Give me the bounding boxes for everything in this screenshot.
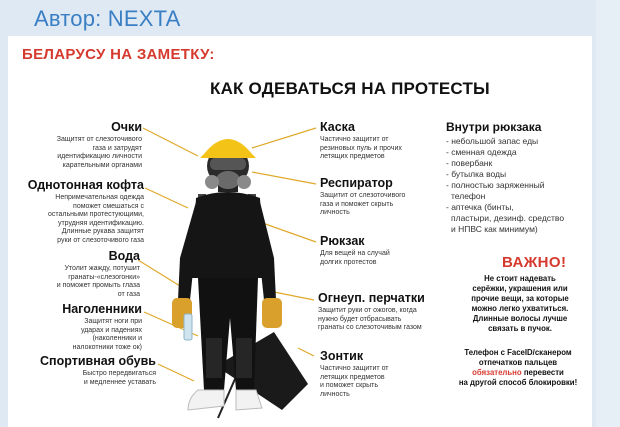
- important-line: Не стоит надевать: [484, 274, 556, 283]
- important-line: Длинные волосы лучше: [472, 314, 568, 323]
- backpack-item: - полностью заряженный: [446, 180, 545, 190]
- item-glasses-desc-2: газа и затрудят: [92, 144, 142, 152]
- important-line: серёжки, украшения или: [472, 284, 568, 293]
- backpack-item: - небольшой запас еды: [446, 136, 539, 146]
- item-backpack-desc-2: долгих протестов: [320, 258, 377, 266]
- headline: БЕЛАРУСУ НА ЗАМЕТКУ:: [22, 46, 215, 63]
- phone-line-4: на другой способ блокировки!: [458, 378, 578, 387]
- item-gloves-title: Огнеуп. перчатки: [318, 291, 425, 305]
- item-respirator: [320, 176, 424, 218]
- important-text: [456, 274, 584, 334]
- item-glasses-desc-3: идентификацию личности: [57, 153, 142, 161]
- phone-line-3: [448, 368, 588, 378]
- item-gloves-desc-3: гранаты со слезоточивым газом: [318, 324, 422, 332]
- item-shin-guards-desc-2: ударах и падениях: [80, 326, 142, 334]
- item-respirator-desc-2: газа и поможет скрыть: [320, 200, 394, 208]
- item-helmet: [320, 120, 420, 162]
- phone-line-2: отпечатков пальцев: [478, 358, 558, 367]
- item-sweater-desc-2: поможет смешаться с: [73, 202, 144, 210]
- item-backpack-title: Рюкзак: [320, 234, 365, 248]
- phone-warning: [448, 348, 588, 388]
- item-sweater: [18, 178, 144, 246]
- item-glasses-title: Очки: [111, 120, 142, 134]
- item-sweater-desc-5: Длинные рукава защитят: [61, 228, 144, 236]
- item-helmet-desc-1: Частично защитит от: [320, 136, 389, 143]
- infographic-card: [8, 36, 592, 427]
- author-label: Автор: NEXTA: [34, 6, 181, 31]
- item-umbrella-desc-4: личность: [320, 390, 350, 398]
- item-water: [22, 249, 140, 299]
- item-water-desc-3: и поможет промыть глаза: [56, 282, 140, 290]
- phone-line-1: Телефон с FaceID/сканером: [464, 348, 572, 357]
- backpack-item: - повербанк: [446, 158, 493, 168]
- item-respirator-desc-1: Защитит от слезоточивого: [320, 192, 406, 199]
- item-sport-shoes-desc-1: Быстро передвигаться: [82, 370, 156, 377]
- backpack-item: - сменная одежда: [446, 147, 517, 157]
- phone-red-word: обязательно: [472, 368, 522, 377]
- item-umbrella: [320, 349, 420, 399]
- item-sport-shoes-title: Спортивная обувь: [40, 354, 156, 368]
- page-title: КАК ОДЕВАТЬСЯ НА ПРОТЕСТЫ: [210, 79, 490, 98]
- phone-line-3-rest: перевести: [521, 368, 564, 377]
- item-sweater-desc-3: остальными протестующими,: [47, 211, 144, 219]
- backpack-item: и НПВС как минимум): [451, 224, 538, 234]
- item-umbrella-desc-2: летящих предметов: [320, 373, 385, 381]
- item-shin-guards-desc-3: (наколенники и: [92, 335, 142, 343]
- item-backpack-desc-1: Для вещей на случай: [320, 250, 390, 257]
- item-sweater-desc-6: руки от слезоточивого газа: [57, 236, 144, 244]
- item-umbrella-desc-3: и поможет скрыть: [320, 382, 378, 390]
- item-water-title: Вода: [108, 249, 140, 263]
- item-sweater-title: Однотонная кофта: [27, 178, 144, 192]
- item-gloves-desc-2: нужно будет отбрасывать: [318, 315, 402, 323]
- item-sport-shoes: [16, 354, 156, 387]
- protester-illustration: [158, 128, 308, 423]
- item-respirator-title: Респиратор: [320, 176, 393, 190]
- item-helmet-desc-2: резиновых пуль и прочих: [320, 144, 402, 152]
- item-sweater-desc-1: Непримечательная одежда: [55, 194, 144, 201]
- item-shin-guards-desc-4: налокотники тоже ок): [72, 343, 142, 351]
- important-line: можно легко ухватиться.: [471, 304, 569, 313]
- item-water-desc-4: от газа: [117, 290, 140, 298]
- backpack-item: пластыри, дезинф. средство: [451, 213, 565, 223]
- item-gloves: [318, 291, 442, 333]
- item-respirator-desc-3: личность: [320, 209, 350, 217]
- item-helmet-desc-3: летящих предметов: [320, 153, 385, 161]
- item-shin-guards-desc-1: Защитят ноги при: [84, 318, 142, 325]
- item-sweater-desc-4: утрудняя идентификацию.: [57, 219, 144, 227]
- important-line: прочие вещи, за которые: [471, 294, 569, 303]
- item-sport-shoes-desc-2: и медленнее уставать: [83, 378, 156, 386]
- important-heading: ВАЖНО!: [502, 254, 567, 271]
- item-glasses: [22, 120, 142, 170]
- backpack-item: - аптечка (бинты,: [446, 202, 514, 212]
- item-gloves-desc-1: Защитит руки от ожогов, когда: [318, 307, 417, 314]
- item-glasses-desc-1: Защитят от слезоточивого: [56, 136, 142, 143]
- backpack-item: телефон: [451, 191, 486, 201]
- item-umbrella-desc-1: Частично защитит от: [320, 365, 389, 372]
- item-glasses-desc-4: карательными органами: [62, 161, 142, 169]
- window-edge: [596, 0, 620, 427]
- item-backpack: [320, 234, 420, 267]
- backpack-contents: [446, 120, 588, 235]
- item-water-desc-1: Утолит жажду, потушит: [64, 265, 140, 272]
- backpack-contents-title: Внутри рюкзака: [446, 120, 542, 134]
- item-water-desc-2: гранаты-«слезогонки»: [68, 273, 140, 281]
- item-shin-guards: [22, 302, 142, 352]
- item-umbrella-title: Зонтик: [320, 349, 364, 363]
- item-helmet-title: Каска: [320, 120, 355, 134]
- backpack-item: - бутылка воды: [446, 169, 507, 179]
- important-line: связать в пучок.: [488, 324, 552, 333]
- item-shin-guards-title: Наголенники: [62, 302, 142, 316]
